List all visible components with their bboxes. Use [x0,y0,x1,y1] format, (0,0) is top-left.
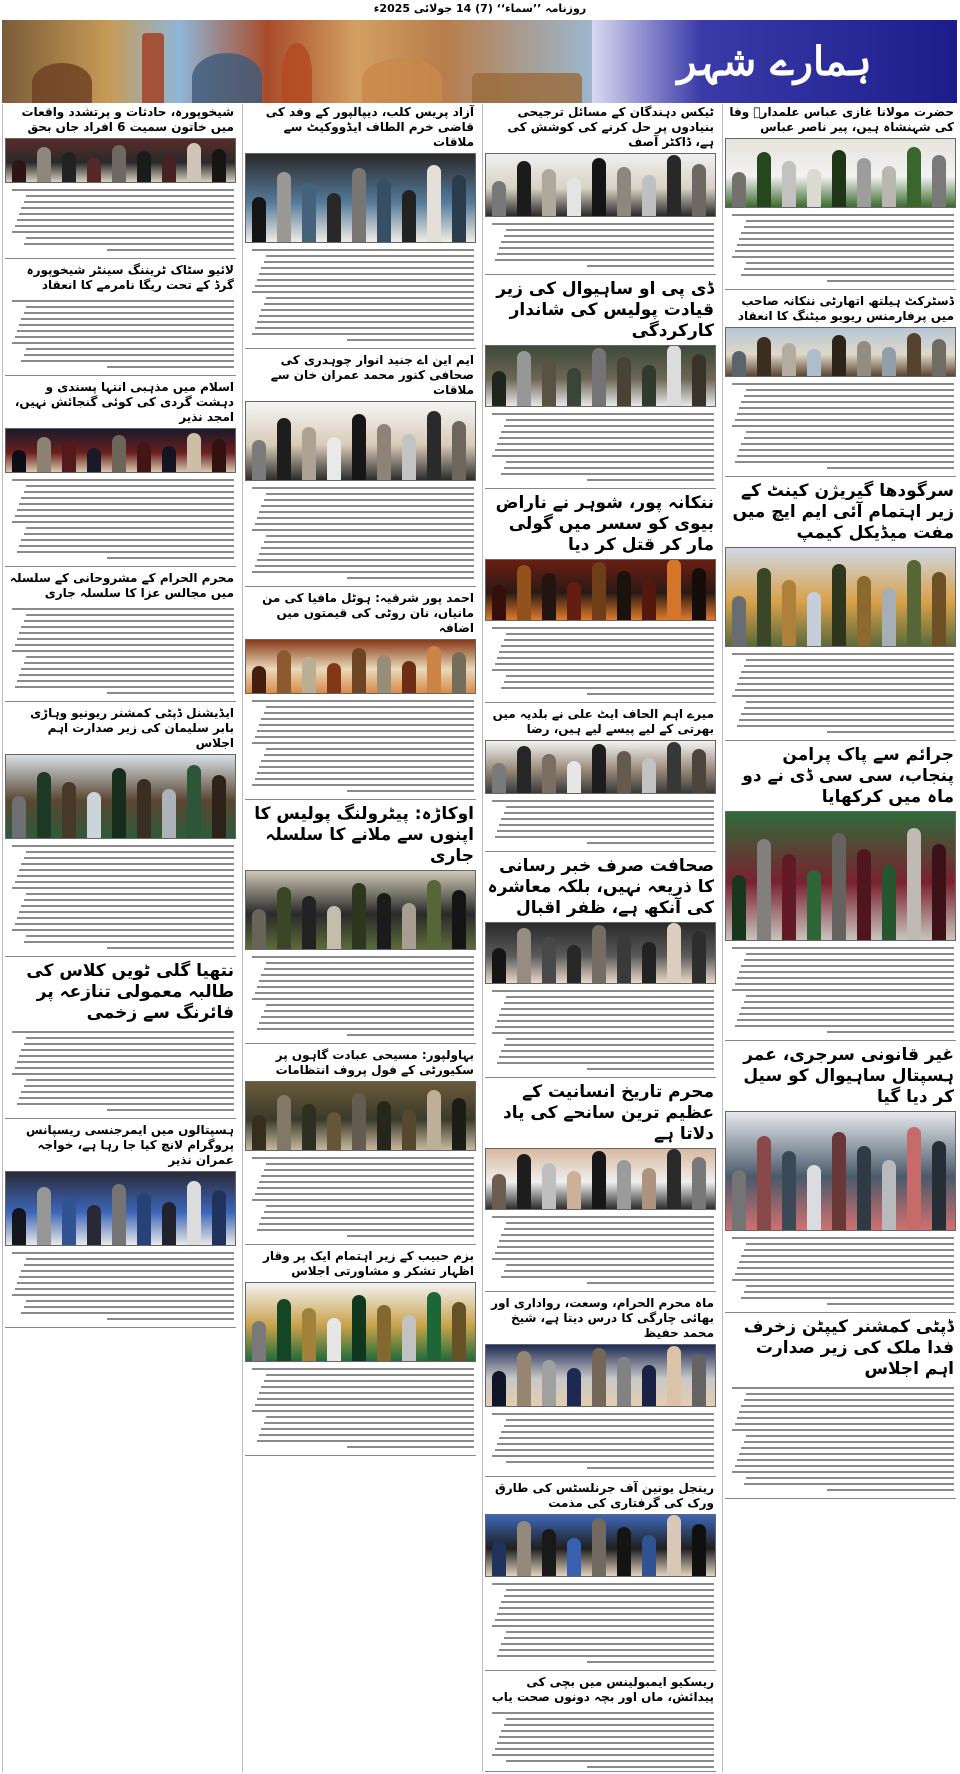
article-body [245,1153,476,1241]
article-body [725,649,956,737]
article-body [5,1248,236,1324]
article-photo [485,153,716,217]
article-body [485,986,716,1074]
article-body [5,1027,236,1115]
article-body [725,943,956,1037]
article-photo [485,345,716,407]
article-headline: ڈی پی او ساہیوال کی زیر قیادت پولیس کی شاندار کارکردگی [496,278,714,341]
news-article [5,1122,236,1328]
news-article [725,480,956,741]
news-article [725,104,956,290]
news-article [245,104,476,349]
article-photo [245,153,476,243]
article-body [485,219,716,271]
article-body [485,1708,716,1772]
article-headline: آزاد پریس کلب، دیپالپور کے وفد کی قاضی خرم الطاف ایڈووکیٹ سے ملاقات [265,105,474,149]
article-photo [485,1148,716,1210]
article-photo [725,327,956,377]
news-article [485,855,716,1078]
article-headline: ہسپتالوں میں ایمرجنسی ریسپانس پروگرام لانچ کیا جا رہا ہے، خواجہ عمران نذیر [25,1123,234,1167]
article-headline: صحافت صرف خبر رسانی کا ذریعہ نہیں، بلکہ معاشرہ کی آنکھ ہے، ظفر اقبال [487,856,714,919]
news-article [485,1081,716,1292]
news-column [722,104,958,1772]
article-photo [245,1282,476,1362]
article-body [725,1233,956,1309]
news-article [485,1295,716,1477]
article-headline: لائیو سٹاک ٹریننگ سینٹر شیخوپورہ گرڈ کے تحت ریگا نامرمے کا انعقاد [26,263,234,292]
article-photo [245,870,476,950]
news-column [2,104,238,1772]
article-body [245,483,476,583]
article-photo [725,811,956,941]
article-body [485,409,716,485]
article-photo [245,639,476,694]
article-headline: بزم حبیب کے زیر اہتمام ایک پر وقار اظہار تشکر و مشاورتی اجلاس [262,1249,474,1278]
article-photo [485,740,716,795]
article-body [485,1212,716,1288]
news-article [725,1044,956,1313]
news-article [245,1047,476,1245]
article-headline: اوکاڑہ: پیٹرولنگ پولیس کا اپنوں سے ملانے کا سلسلہ جاری [254,804,474,866]
article-headline: ایم این اے جنید انوار چوہدری کی صحافی کنور محمد عمران خان سے ملاقات [270,353,474,397]
article-body [245,245,476,345]
article-headline: ڈپٹی کمشنر کیپٹن زخرف فدا ملک کی زیر صدارت اہم اجلاس [743,1317,954,1379]
article-photo [245,1081,476,1151]
article-headline: اسلام میں مذہبی انتہا پسندی و دہشت گردی کی کوئی گنجائش نہیں، امجد نذیر [14,380,234,424]
news-article [5,960,236,1119]
article-headline: محرم تاریخ انسانیت کے عظیم ترین سانحے کی یاد دلاتا ہے [502,1081,714,1144]
article-headline: میرے اہم الحاف ایٹ علی نے بلدیہ میں بھرتی کے لیے پیسے لیے ہیں، رضا [492,706,714,736]
news-article [245,590,476,800]
article-photo [725,138,956,208]
news-article [245,1248,476,1456]
article-headline: نتھیا گلی ٹویں کلاس کی طالبہ معمولی تنازعہ پر فائرنگ سے زخمی [26,961,234,1023]
article-body [485,796,716,848]
news-article [485,104,716,275]
article-body [5,296,236,372]
article-photo [5,428,236,473]
article-body [5,185,236,255]
article-headline: بہاولپور: مسیحی عبادت گاہوں پر سکیورٹی کے فول پروف انتظامات [275,1048,474,1077]
news-article [245,352,476,587]
article-photo [485,922,716,984]
news-column [242,104,478,1772]
news-column [482,104,718,1772]
article-headline: ایڈیشنل ڈپٹی کمشنر ریونیو وہاڑی بابر سلیمان کی زیر صدارت اہم اجلاس [30,706,234,750]
article-photo [245,401,476,481]
article-photo [485,1344,716,1407]
article-photo [725,1111,956,1231]
article-body [485,1579,716,1667]
article-photo [5,138,236,183]
news-article [485,278,716,489]
news-columns [2,104,958,1772]
news-article [5,104,236,259]
issue-dateline: روزنامہ ’’سماء‘‘ (7) 14 جولائی 2025ء [373,2,587,15]
article-headline: ریسکیو ایمبولینس میں بچی کی پیدائش، ماں اور بچہ دونوں صحت یاب [491,1674,714,1704]
news-article [725,1316,956,1499]
news-article [725,293,956,477]
article-headline: حضرت مولانا غازی عباس علمدارؑ وفا کی شہنشاہ ہیں، پیر ناصر عباس [729,105,954,134]
news-article [485,1480,716,1671]
news-article [5,379,236,567]
article-headline: ٹیکس دہندگان کے مسائل ترجیحی بنیادوں پر حل کرنے کی کوشش کی ہے، ڈاکٹر آصف [507,105,714,149]
article-headline: سرگودھا گیریژن کینٹ کے زیر اہتمام آئی ایم ایچ میں مفت میڈیکل کیمپ [732,481,954,543]
article-body [245,1364,476,1452]
article-body [725,1383,956,1495]
article-body [245,696,476,796]
news-article [485,492,716,703]
article-photo [485,1514,716,1577]
article-headline: ماہ محرم الحرام، وسعت، رواداری اور بھائی چارگی کا درس دیتا ہے، شیخ محمد حفیظ [491,1295,714,1340]
news-article [485,706,716,853]
news-article [5,570,236,702]
article-photo [5,1171,236,1246]
news-article [5,705,236,957]
article-headline: ڈسٹرکٹ ہیلتھ اتھارٹی ننکانہ صاحب میں پرفارمنس ریویو میٹنگ کا انعقاد [737,294,954,323]
article-headline: شیخوپورہ، حادثات و پرتشدد واقعات میں خاتون سمیت 6 افراد جاں بحق [21,105,234,134]
article-headline: ننکانہ پور، شوہر نے ناراض بیوی کو سسر میں گولی مار کر قتل کر دیا [495,492,714,555]
article-photo [485,559,716,621]
article-headline: جرائم سے پاک پرامن پنجاب، سی سی ڈی نے دو ماہ میں کرکھایا [742,745,954,807]
section-title: ہمارے شہر [592,20,957,103]
article-photo [5,754,236,839]
news-article [725,744,956,1041]
article-body [245,952,476,1040]
banner-photo-strip [2,20,592,103]
article-headline: رینجل یونین آف جرنلسٹس کی طارق ورک کی گرفتاری کی مذمت [495,1480,714,1510]
section-banner [2,20,957,103]
article-body [485,623,716,699]
article-photo [725,547,956,647]
article-body [725,379,956,473]
article-body [725,210,956,286]
article-headline: غیر قانونی سرجری، عمر ہسپتال ساہیوال کو سیل کر دیا گیا [743,1045,954,1107]
news-article [5,262,236,376]
article-body [5,475,236,563]
article-headline: محرم الحرام کے مشروحانی کے سلسلہ میں مجالس عزا کا سلسلہ جاری [9,571,234,600]
article-body [5,841,236,953]
news-article [245,803,476,1044]
article-body [5,604,236,698]
article-headline: احمد پور شرقیہ: ہوٹل مافیا کی من مانیاں، نان روٹی کی قیمتوں میں اضافہ [262,591,474,635]
article-body [485,1409,716,1473]
news-article [485,1674,716,1772]
